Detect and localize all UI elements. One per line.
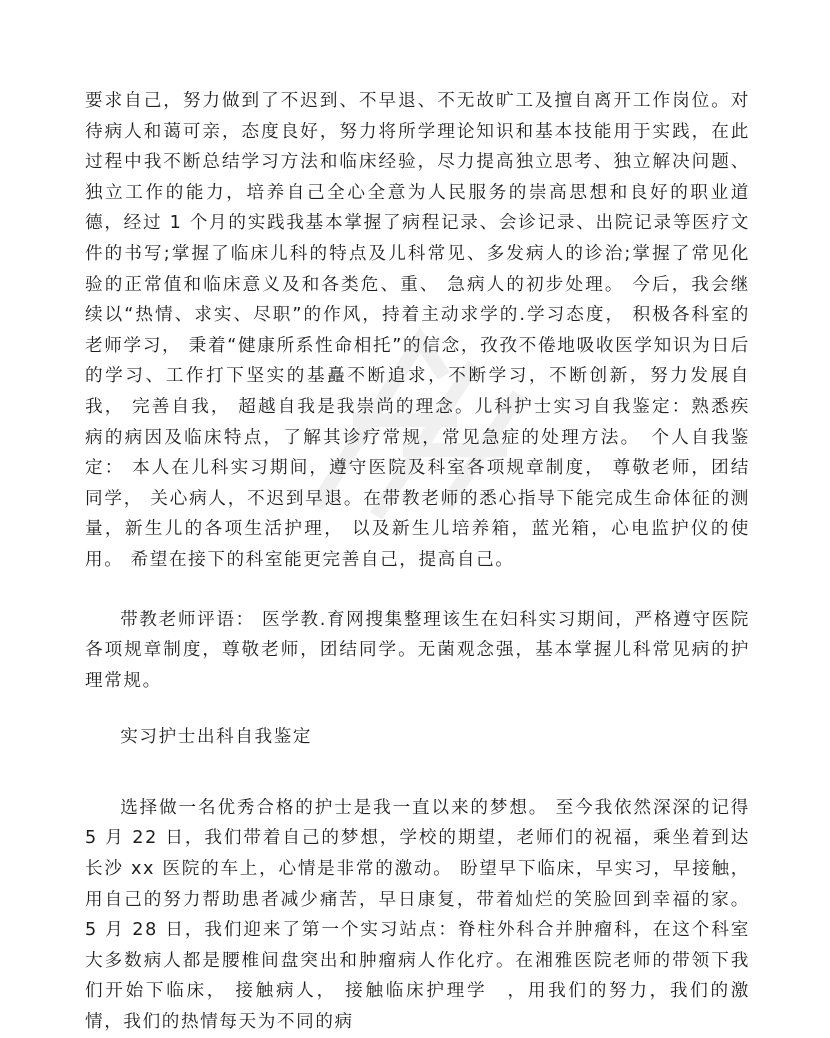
section-heading: 实习护士出科自我鉴定: [120, 727, 313, 748]
paragraph-self-assessment: 要求自己，努力做到了不迟到、不早退、不无故旷工及擅自离开工作岗位。对待病人和蔼可亲，态度良好，努力将所学理论知识和基本技能用于实践，在此过程中我不断总结学习方法和临床经验，尽力提高独立思考、独立解决问题、独立工作的能力，培养自己全心全意为人民服务的崇高思想和良好的职业道德，经过 1 个月的实践我基本掌握了病程记录、会诊记录、出院记录等医疗文件的书写;掌握了临床儿科的特点及儿科常见、多发病人的诊治;掌握了常见化验的正常值和临床意义及和各类危、重、 急病人的初步处理。 今后，我会继续以“热情、求实、尽职”的作风，持着主动求学的.学习态度， 积极各科室的老师学习， 秉着“健康所系性命相托”的信念，孜孜不倦地吸收医学知识为日后的学习、工作打下坚实的基矗不断追求，不断学习，不断创新，努力发展自我， 完善自我， 超越自我是我崇尚的理念。儿科护士实习自我鉴定：熟悉疾病的病因及临床特点，了解其诊疗常规，常见急症的处理方法。 个人自我鉴定： 本人在儿科实习期间，遵守医院及科室各项规章制度， 尊敬老师，团结同学， 关心病人，不迟到早退。在带教老师的悉心指导下能完成生命体征的测量，新生儿的各项生活护理， 以及新生儿培养箱，蓝光箱，心电监护仪的使用。 希望在接下的科室能更完善自己，提高自己。: [85, 91, 750, 570]
paragraph-internship-narrative: 选择做一名优秀合格的护士是我一直以来的梦想。 至今我依然深深的记得 5 月 22 日，我们带着自己的梦想，学校的期望，老师们的祝福，乘坐着到达长沙 xx 医院的车上，心情是非常的激动。 盼望早下临床，早实习，早接触，用自己的努力帮助患者减少痛苦，早日康复，带着灿烂的笑脸回到幸福的家。 5 月 28 日，我们迎来了第一个实习站点：脊柱外科合并肿瘤科，在这个科室大多数病人都是腰椎间盘突出和肿瘤病人作化疗。在湘雅医院老师的带领下我们开始下临床， 接触病人， 接触临床护理学 ，用我们的努力，我们的激情，我们的热情每天为不同的病: [85, 797, 750, 1033]
document-body: [85, 86, 750, 1038]
paragraph-teacher-comment: 带教老师评语： 医学教.育网搜集整理该生在妇科实习期间，严格遵守医院各项规章制度，尊敬老师，团结同学。无菌观念强，基本掌握儿科常见病的护理常规。: [85, 609, 750, 691]
